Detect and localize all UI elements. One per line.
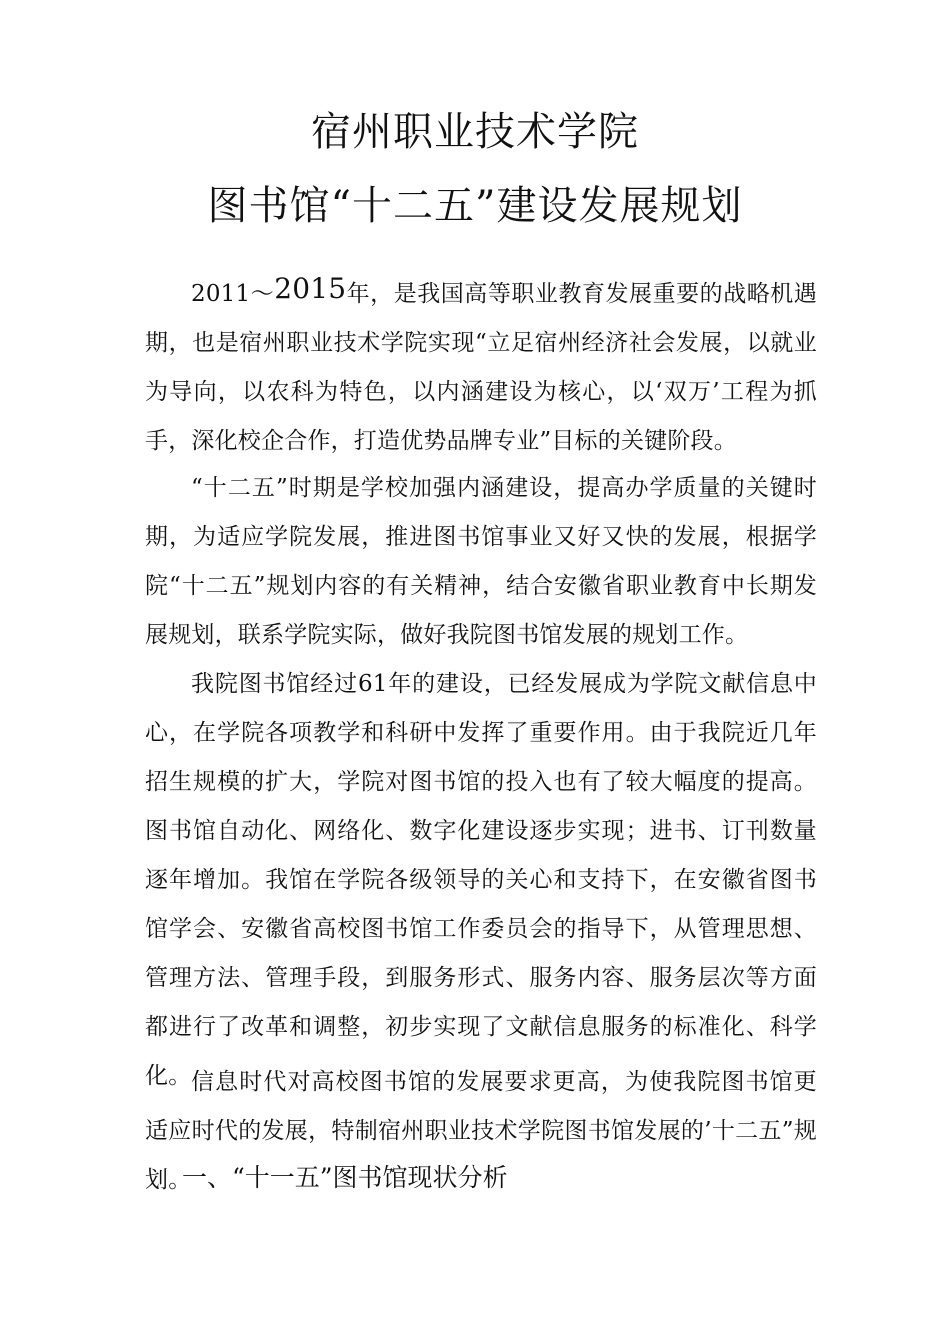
paragraph-intro-text: 年，是我国高等职业教育发展重要的战略机遇期，也是宿州职业技术学院实现“立足宿州经济社会发展，以就业为导向，以农科为特色，以内涵建设为核心，以‘双万’工程为抓手，深化校企合作，打造优势品牌专业”目标的关键阶段。 (145, 281, 817, 454)
year-end: 2015 (274, 272, 347, 305)
document-title-line1: 宿州职业技术学院 (311, 109, 639, 155)
year-start: 2011～ (191, 281, 275, 307)
section-heading: 一、“十一五”图书馆现状分析 (182, 1163, 508, 1192)
paragraph-purpose: 信息时代对高校图书馆的发展要求更高，为使我院图书馆更适应时代的发展，特制宿州职业技术学院图书馆发展的’十二五”规划。 (145, 1069, 817, 1193)
paragraph-library-history: 我院图书馆经过61年的建设，已经发展成为学院文献信息中心，在学院各项教学和科研中发挥了重要作用。由于我院近几年招生规模的扩大，学院对图书馆的投入也有了较大幅度的提高。图书馆自动化、网络化、数字化建设逐步实现；进书、订刊数量逐年增加。我馆在学院各级领导的关心和支持下，在安徽省图书馆学会、安徽省高校图书馆工作委员会的指导下，从管理思想、管理方法、管理手段，到服务形式、服务内容、服务层次等方面都进行了改革和调整，初步实现了文献信息服务的标准化、科学化。 (145, 671, 817, 1089)
paragraph-intro (145, 264, 817, 466)
paragraph-context: “十二五”时期是学校加强内涵建设，提高办学质量的关键时期，为适应学院发展，推进图书馆事业又好又快的发展，根据学院“十二五”规划内容的有关精神，结合安徽省职业教育中长期发展规划，联系学院实际，做好我院图书馆发展的规划工作。 (145, 475, 817, 648)
document-title-line2: 图书馆“十二五”建设发展规划 (207, 183, 743, 229)
